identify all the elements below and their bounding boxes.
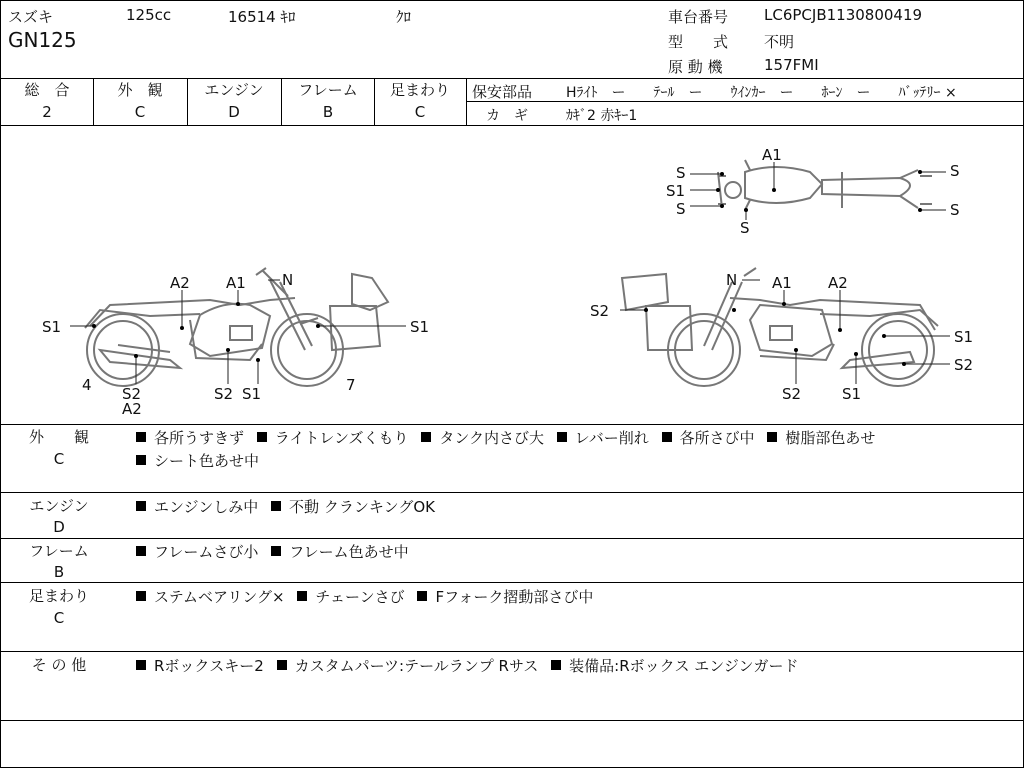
notes-other-label: そ の 他 <box>31 656 87 674</box>
damage-points <box>92 170 922 366</box>
note-item: 不動 クランキングOK <box>289 498 436 516</box>
exterior-label: 外 観 <box>117 81 163 99</box>
notes-exterior-label: 外 観 <box>28 428 89 446</box>
rule <box>0 492 1024 493</box>
engine-label: 原 動 機 <box>668 58 723 76</box>
notes-engine-label: エンジン <box>29 497 89 515</box>
rule <box>0 720 1024 721</box>
safety-label: 保安部品 <box>472 83 533 101</box>
label-left-s2: S2 <box>122 385 142 403</box>
label-right-a1: A1 <box>772 274 792 292</box>
note-item: エンジンしみ中 <box>154 498 259 516</box>
label-left-s1: S1 <box>42 318 62 336</box>
rule <box>187 78 188 125</box>
note-item: Rボックスキー2 <box>154 657 264 675</box>
color: ｸﾛ <box>396 8 412 26</box>
label-right-a2: A2 <box>828 274 848 292</box>
rule <box>0 582 1024 583</box>
label-left-s1-mid: S1 <box>242 385 262 403</box>
rule <box>0 424 1024 425</box>
mileage: 16514 ｷﾛ <box>228 8 296 26</box>
model-name: GN125 <box>8 28 77 52</box>
engine-grade-label: エンジン <box>204 81 264 99</box>
suspension-grade: C <box>414 103 426 121</box>
note-item: 樹脂部色あせ <box>785 429 876 447</box>
frame-no: LC6PCJB1130800419 <box>764 6 923 24</box>
maker: スズキ <box>8 8 54 26</box>
overall-grade: 2 <box>42 103 52 121</box>
note-item: フレーム色あせ中 <box>289 543 409 561</box>
label-left-n: N <box>282 271 294 289</box>
exterior-grade: C <box>134 103 146 121</box>
bike-top-view <box>718 160 932 210</box>
safety-items: Hﾗｲﾄ ー ﾃｰﾙ ー ｳｲﾝｶｰ ー ﾎｰﾝ ー ﾊﾞｯﾃﾘｰ × <box>566 85 957 101</box>
note-item: レバー削れ <box>574 429 649 447</box>
type-label: 型 式 <box>668 33 729 51</box>
other-notes-line1 <box>136 655 799 676</box>
rule <box>93 78 94 125</box>
label-left-a2-lower: A2 <box>122 400 142 418</box>
label-left-a2: A2 <box>170 274 190 292</box>
note-item: 装備品:Rボックス エンジンガード <box>569 657 799 675</box>
displacement: 125cc <box>126 6 172 24</box>
note-item: 各所さび中 <box>679 429 755 447</box>
engine-value: 157FMI <box>764 56 819 74</box>
label-right-s1-mid: S1 <box>842 385 862 403</box>
label-right-s2-mid: S2 <box>782 385 802 403</box>
label-left-a1: A1 <box>226 274 246 292</box>
notes-suspension-label: 足まわり <box>28 587 89 605</box>
label-right-s2: S2 <box>590 302 610 320</box>
frame-no-label: 車台番号 <box>668 8 729 26</box>
note-item: 各所うすきず <box>154 429 245 447</box>
key-label: カ ギ <box>486 108 528 124</box>
note-item: シート色あせ中 <box>154 452 260 470</box>
label-top-s-2: S <box>676 200 686 218</box>
overall-label: 総 合 <box>24 81 70 99</box>
notes-exterior-grade: C <box>53 450 65 468</box>
suspension-notes-line1 <box>136 586 593 607</box>
label-top-s-3: S <box>740 219 750 237</box>
exterior-notes-line1 <box>136 427 875 448</box>
note-item: ステムベアリング× <box>154 588 285 606</box>
label-left-7: 7 <box>346 376 356 394</box>
label-left-s1-front: S1 <box>410 318 430 336</box>
rule <box>0 538 1024 539</box>
notes-suspension-grade: C <box>53 609 65 627</box>
exterior-notes-line2 <box>136 450 259 471</box>
label-top-s-4: S <box>950 162 960 180</box>
note-item: ライトレンズくもり <box>274 429 409 447</box>
notes-frame-label: フレーム <box>29 542 89 560</box>
frame-notes-line1 <box>136 541 409 562</box>
rule <box>466 78 467 125</box>
label-right-n: N <box>726 271 738 289</box>
note-item: チェーンさび <box>315 588 405 606</box>
label-top-s-5: S <box>950 201 960 219</box>
frame-grade: B <box>322 103 334 121</box>
frame-grade-label: フレーム <box>298 81 358 99</box>
key-value: ｶｷﾞ2 赤ｷｰ1 <box>566 108 638 124</box>
note-item: カスタムパーツ:テールランプ Rサス <box>294 657 539 675</box>
notes-frame-grade: B <box>53 563 65 581</box>
label-top-a1: A1 <box>762 146 782 164</box>
damage-diagram <box>0 126 1024 424</box>
engine-grade: D <box>228 103 240 121</box>
note-item: タンク内さび大 <box>439 429 545 447</box>
label-right-s2-rear: S2 <box>954 356 974 374</box>
rule <box>0 651 1024 652</box>
engine-notes-line1 <box>136 496 435 517</box>
label-left-s2-mid: S2 <box>214 385 234 403</box>
note-item: Fフォーク摺動部さび中 <box>435 588 594 606</box>
label-right-s1: S1 <box>954 328 974 346</box>
rule <box>281 78 282 125</box>
type-value: 不明 <box>764 33 795 51</box>
suspension-grade-label: 足まわり <box>389 81 450 99</box>
label-top-s1: S1 <box>666 182 686 200</box>
note-item: フレームさび小 <box>154 543 259 561</box>
notes-engine-grade: D <box>53 518 65 536</box>
diagram-labels <box>42 146 973 418</box>
label-top-s-1: S <box>676 164 686 182</box>
label-left-4: 4 <box>82 376 92 394</box>
